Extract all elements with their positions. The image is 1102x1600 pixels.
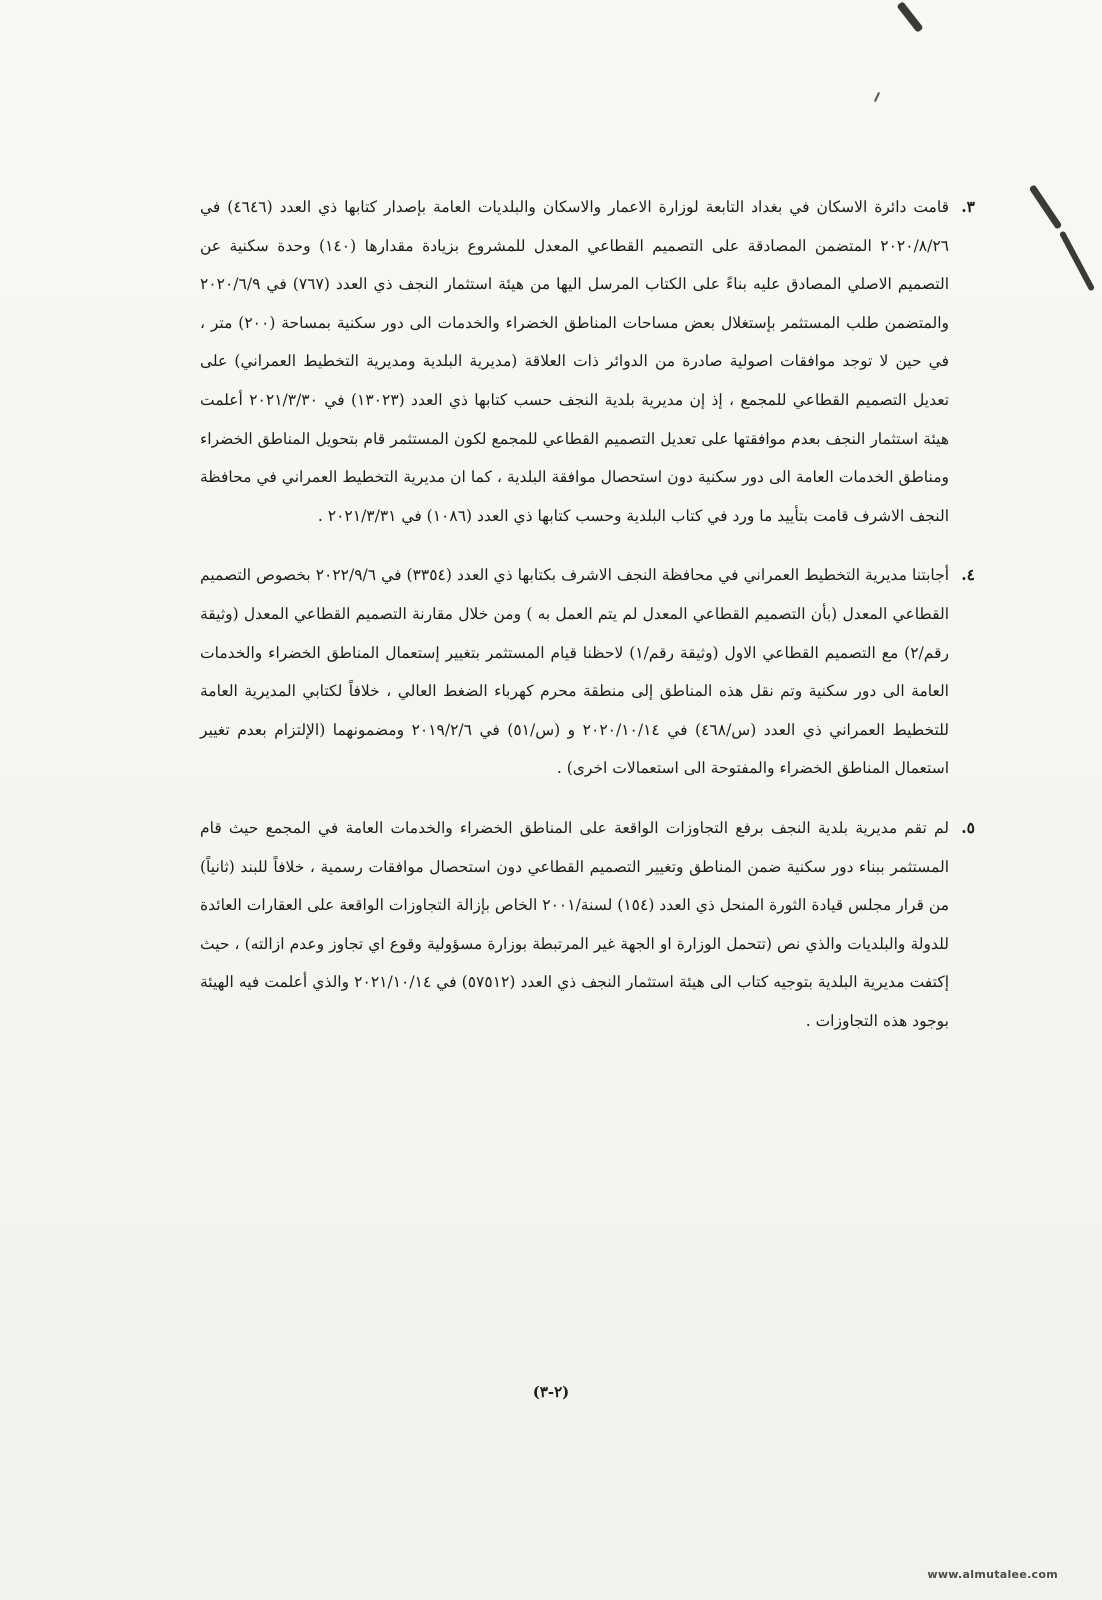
- paragraph-4: [200, 556, 975, 788]
- paragraph-3: [200, 188, 975, 535]
- paragraph-number: ٥.: [961, 817, 975, 837]
- paragraph-number: ٣.: [961, 197, 975, 216]
- scan-edge-mark: [896, 1, 923, 33]
- paragraph-text: لم تقم مديرية بلدية النجف برفع التجاوزات الواقعة على المناطق الخضراء والخدمات العامة في المجمع حيث قام المستثمر ببناء دور سكنية ضمن المناطق وتغيير التصميم القطاعي دون استحصال موافقات رسمية ، خلافاً للبند (ثانياً) من قرار مجلس قيادة الثورة المنحل ذي العدد (١٥٤) لسنة/٢٠٠١ الخاص بإزالة التجاوزات الواقعة على العقارات العائدة للدولة والبلديات والذي نص (تتحمل الوزارة او الجهة غير المرتبطة بوزارة مسؤولية وقوع اي تجاوز وعدم ازالته) ، حيث إكتفت مديرية البلدية بتوجيه كتاب الى هيئة استثمار النجف ذي العدد (٥٧٥١٢) في ٢٠٢١/١٠/١٤ والذي أعلمت فيه الهيئة بوجود هذه التجاوزات .: [200, 818, 950, 1030]
- paragraph-text: أجابتنا مديرية التخطيط العمراني في محافظة النجف الاشرف بكتابها ذي العدد (٣٣٥٤) في ٢٠٢٢/٩/٦ بخصوص التصميم القطاعي المعدل (بأن التصميم القطاعي المعدل لم يتم العمل به ) ومن خلال مقارنة التصميم القطاعي المعدل (وثيقة رقم/٢) مع التصميم القطاعي الاول (وثيقة رقم/١) لاحظنا قيام المستثمر بتغيير إستعمال المناطق الخضراء والخدمات العامة الى دور سكنية وتم نقل هذه المناطق إلى منطقة محرم كهرباء الضغط العالي ، خلافاً لكتابي المديرية العامة للتخطيط العمراني ذي العدد (س/٤٦٨) في ٢٠٢٠/١٠/١٤ و (س/٥١) في ٢٠١٩/٢/٦ ومضمونهما (الإلتزام بعدم تغيير استعمال المناطق الخضراء والمفتوحة الى استعمالات اخرى) .: [200, 566, 950, 778]
- document-body: [200, 188, 975, 1040]
- paragraph-number: ٤.: [961, 565, 975, 585]
- page-number: (٢-٣): [532, 1383, 570, 1401]
- watermark-url: www.almutalee.com: [927, 1568, 1058, 1581]
- paragraph-text: قامت دائرة الاسكان في بغداد التابعة لوزارة الاعمار والاسكان والبلديات العامة بإصدار كتابها ذي العدد (٤٦٤٦) في ٢٠٢٠/٨/٢٦ المتضمن المصادقة على التصميم القطاعي المعدل للمشروع بزيادة مقدارها (١٤٠) وحدة سكنية عن التصميم الاصلي المصادق عليه بناءً على الكتاب المرسل اليها من هيئة استثمار النجف ذي العدد (٧٦٧) في ٢٠٢٠/٦/٩ والمتضمن طلب المستثمر بإستغلال بعض مساحات المناطق الخضراء والخدمات الى دور سكنية بمساحة (٢٠٠) متر ، في حين لا توجد موافقات اصولية صادرة من الدوائر ذات العلاقة (مديرية البلدية ومديرية التخطيط العمراني) على تعديل التصميم القطاعي للمجمع ، إذ إن مديرية بلدية النجف حسب كتابها ذي العدد (١٣٠٢٣) في ٢٠٢١/٣/٣٠ أعلمت هيئة استثمار النجف بعدم موافقتها على تعديل التصميم القطاعي للمجمع لكون المستثمر قام بتحويل المناطق الخضراء ومناطق الخدمات العامة الى دور سكنية دون استحصال موافقة البلدية ، كما ان مديرية التخطيط العمراني في محافظة النجف الاشرف قامت بتأييد ما ورد في كتاب البلدية وحسب كتابها ذي العدد (١٠٨٦) في ٢٠٢١/٣/٣١ .: [200, 198, 950, 525]
- pen-mark: [874, 92, 880, 102]
- scan-edge-mark: [1029, 184, 1063, 229]
- scan-edge-mark: [1059, 230, 1095, 291]
- paragraph-5: [200, 809, 975, 1041]
